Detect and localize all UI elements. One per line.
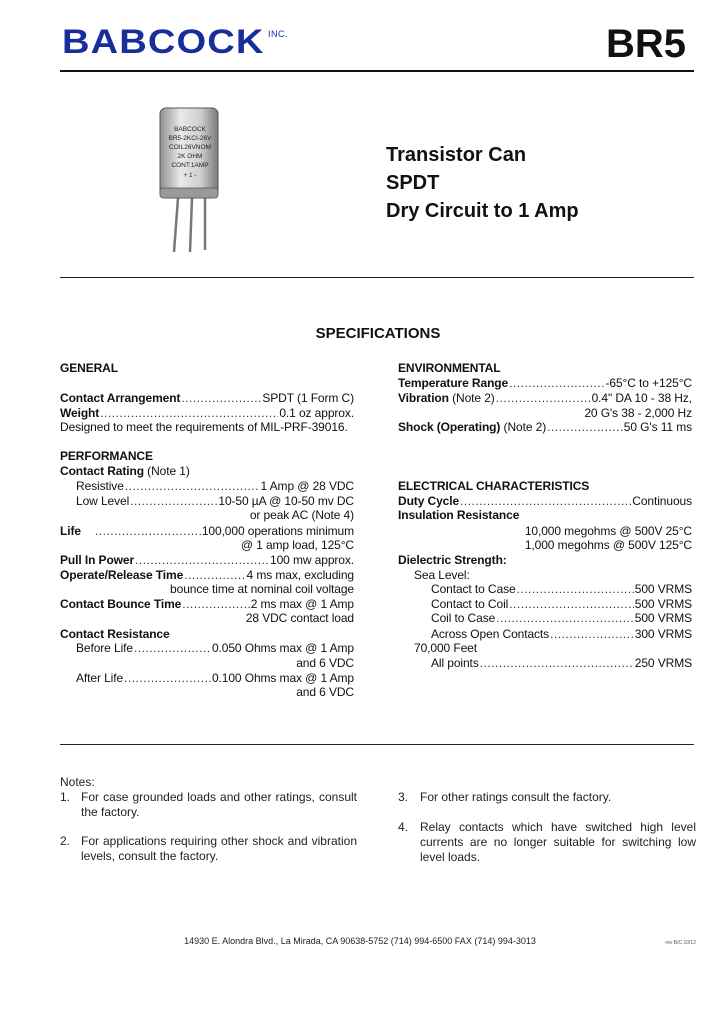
spec-resistive bbox=[76, 479, 354, 493]
section-rule bbox=[60, 277, 694, 278]
relay-lead bbox=[174, 198, 178, 252]
photo-text: BABCOCK bbox=[174, 126, 206, 133]
spec-before-life bbox=[76, 641, 354, 655]
spec-value: 50 G's 11 ms bbox=[623, 420, 692, 434]
spec-contact-arrangement bbox=[60, 391, 354, 405]
spec-operate bbox=[60, 568, 354, 582]
spec-designed: Designed to meet the requirements of MIL-PRF-39016. bbox=[60, 420, 348, 434]
spec-label: Pull In Power bbox=[60, 553, 135, 567]
product-type: Transistor Can bbox=[386, 144, 527, 166]
spec-label: After Life bbox=[76, 671, 124, 685]
section-title: SPECIFICATIONS bbox=[315, 325, 441, 342]
spec-all-points bbox=[431, 656, 692, 670]
spec-duty-cycle bbox=[398, 494, 692, 508]
spec-note: (Note 2) bbox=[448, 391, 495, 405]
spec-label: Life bbox=[60, 524, 81, 538]
spec-coil-case bbox=[431, 611, 692, 625]
spec-value: 0.050 Ohms max @ 1 Amp bbox=[211, 641, 354, 655]
spec-before-life-cont: and 6 VDC bbox=[296, 656, 354, 670]
spec-label: Contact to Coil bbox=[431, 597, 509, 611]
spec-value: 250 VRMS bbox=[634, 656, 692, 670]
spec-temperature bbox=[398, 376, 692, 390]
note-1: For case grounded loads and other ratings, consult the factory. bbox=[81, 790, 357, 819]
spec-label: Duty Cycle bbox=[398, 494, 460, 508]
spec-label: Operate/Release Time bbox=[60, 568, 184, 582]
spec-dielectric-label: Dielectric Strength: bbox=[398, 553, 507, 567]
performance-heading: PERFORMANCE bbox=[60, 449, 153, 463]
brand-logo: BABCOCK bbox=[62, 23, 265, 61]
spec-label: Low Level bbox=[76, 494, 130, 508]
relay-base bbox=[160, 188, 218, 198]
photo-text: + 1 - bbox=[183, 172, 197, 179]
spec-label: Contact Arrangement bbox=[60, 391, 181, 405]
spec-contact-case bbox=[431, 582, 692, 596]
spec-insulation-25: 10,000 megohms @ 500V 25°C bbox=[524, 524, 692, 538]
spec-value: 0.100 Ohms max @ 1 Amp bbox=[211, 671, 354, 685]
spec-bounce-cont: 28 VDC contact load bbox=[245, 611, 354, 625]
spec-open-contacts bbox=[431, 627, 692, 641]
footer-code: rev B/C 10/12 bbox=[665, 940, 696, 946]
spec-label: Before Life bbox=[76, 641, 133, 655]
spec-value: 0.4" DA 10 - 38 Hz, bbox=[591, 391, 692, 405]
photo-text: BR5-2KCI-26V bbox=[168, 135, 212, 142]
electrical-heading: ELECTRICAL CHARACTERISTICS bbox=[398, 479, 590, 493]
spec-life bbox=[60, 524, 354, 538]
environmental-heading: ENVIRONMENTAL bbox=[398, 361, 501, 375]
spec-note: (Note 2) bbox=[500, 420, 547, 434]
spec-insulation-label: Insulation Resistance bbox=[398, 508, 520, 522]
spec-after-life-cont: and 6 VDC bbox=[296, 685, 354, 699]
spec-vibration bbox=[398, 391, 692, 405]
model-number: BR5 bbox=[605, 22, 686, 66]
spec-label: Weight bbox=[60, 406, 100, 420]
spec-value: 0.1 oz approx. bbox=[279, 406, 354, 420]
relay-photo bbox=[150, 100, 230, 256]
spec-value: 100,000 operations minimum bbox=[201, 524, 354, 538]
photo-text: 2K OHM bbox=[177, 153, 203, 160]
spec-life-cont: @ 1 amp load, 125°C bbox=[240, 538, 354, 552]
spec-value: 4 ms max, excluding bbox=[246, 568, 354, 582]
spec-sea-level: Sea Level: bbox=[414, 568, 470, 582]
product-config: SPDT bbox=[386, 172, 440, 194]
note-3: For other ratings consult the factory. bbox=[420, 790, 612, 804]
spec-low-level bbox=[76, 494, 354, 508]
spec-value: 2 ms max @ 1 Amp bbox=[250, 597, 354, 611]
spec-contact-coil bbox=[431, 597, 692, 611]
note-number: 2. bbox=[60, 834, 71, 848]
brand-inc: INC. bbox=[268, 29, 288, 39]
note-4: Relay contacts which have switched high level currents are no longer suitable for switching low level loads. bbox=[420, 820, 696, 864]
spec-pull-in bbox=[60, 553, 354, 567]
spec-label: Resistive bbox=[76, 479, 124, 493]
spec-insulation-125: 1,000 megohms @ 500V 125°C bbox=[524, 538, 692, 552]
spec-value: SPDT (1 Form C) bbox=[262, 391, 354, 405]
notes-heading: Notes: bbox=[60, 775, 95, 789]
spec-label: Contact to Case bbox=[431, 582, 516, 596]
spec-bounce bbox=[60, 597, 354, 611]
spec-label: Across Open Contacts bbox=[431, 627, 550, 641]
spec-value: -65°C to +125°C bbox=[605, 376, 692, 390]
spec-value: 500 VRMS bbox=[634, 597, 692, 611]
spec-operate-cont: bounce time at nominal coil voltage bbox=[170, 582, 354, 596]
spec-value: 1 Amp @ 28 VDC bbox=[260, 479, 354, 493]
spec-label: Vibration bbox=[398, 391, 449, 405]
spec-altitude: 70,000 Feet bbox=[414, 641, 477, 655]
note-2: For applications requiring other shock and vibration levels, consult the factory. bbox=[81, 834, 357, 863]
header-rule bbox=[60, 70, 694, 72]
spec-value: 500 VRMS bbox=[634, 582, 692, 596]
footer-address: 14930 E. Alondra Blvd., La Mirada, CA 90638-5752 (714) 994-6500 FAX (714) 994-3013 bbox=[184, 936, 536, 946]
note-number: 4. bbox=[398, 820, 409, 834]
note-number: 1. bbox=[60, 790, 71, 804]
spec-vibration-cont: 20 G's 38 - 2,000 Hz bbox=[584, 406, 692, 420]
spec-label: Coil to Case bbox=[431, 611, 496, 625]
spec-value: 300 VRMS bbox=[634, 627, 692, 641]
spec-shock bbox=[398, 420, 692, 434]
photo-text: CONT:1AMP bbox=[171, 162, 209, 169]
spec-weight bbox=[60, 406, 354, 420]
spec-label: Shock (Operating) bbox=[398, 420, 501, 434]
product-rating: Dry Circuit to 1 Amp bbox=[386, 200, 579, 222]
notes-rule bbox=[60, 744, 694, 745]
spec-label: Contact Bounce Time bbox=[60, 597, 182, 611]
spec-value: 100 mw approx. bbox=[270, 553, 354, 567]
spec-contact-rating bbox=[60, 464, 190, 478]
photo-text: COIL26VNOM bbox=[169, 144, 211, 151]
general-heading: GENERAL bbox=[60, 361, 118, 375]
note-number: 3. bbox=[398, 790, 409, 804]
spec-after-life bbox=[76, 671, 354, 685]
spec-label: Contact Rating bbox=[60, 464, 144, 478]
spec-note: (Note 1) bbox=[143, 464, 190, 478]
spec-value: 10-50 µA @ 10-50 mv DC bbox=[218, 494, 354, 508]
spec-label: Temperature Range bbox=[398, 376, 509, 390]
spec-value: Continuous bbox=[632, 494, 692, 508]
spec-low-level-cont: or peak AC (Note 4) bbox=[249, 508, 354, 522]
spec-value: 500 VRMS bbox=[634, 611, 692, 625]
contact-resistance-heading: Contact Resistance bbox=[60, 627, 170, 641]
spec-label: All points bbox=[431, 656, 479, 670]
relay-lead bbox=[190, 198, 192, 252]
